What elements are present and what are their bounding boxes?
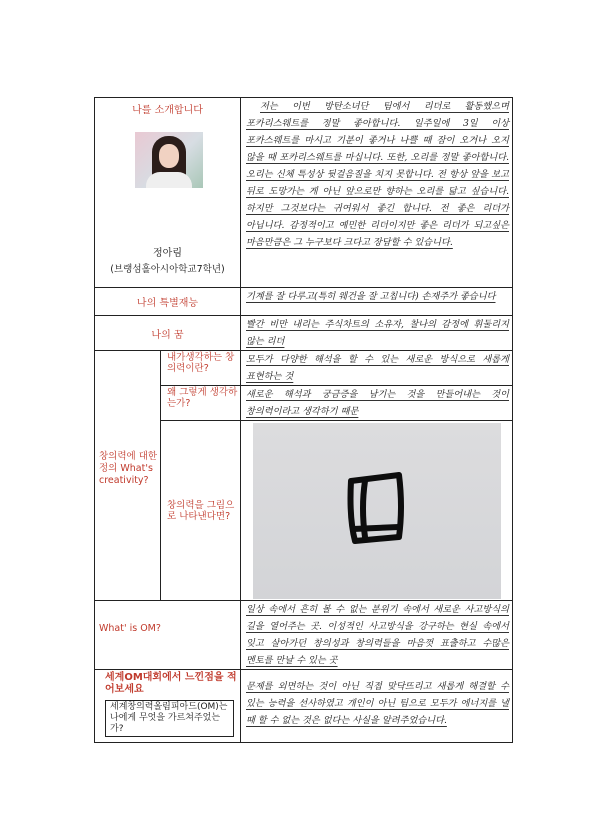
profile-photo [135,132,203,188]
intro-label-cell [95,98,241,288]
creativity-q2-label: 왜 그렇게 생각하는가? [167,387,238,409]
profile-form [94,97,512,734]
feel-row [95,670,513,743]
profile-table [94,97,513,743]
talent-text-cell [241,288,513,316]
feel-label-cell [95,670,241,743]
feel-text-cell [241,670,513,743]
creativity-q1-row [95,351,513,386]
student-name: 정아림 [153,248,182,259]
creativity-q3-label-cell [161,421,241,601]
creativity-label: 창의력에 대한 정의 What's creativity? [99,451,158,486]
intro-text: 저는 이번 방탄소녀단 팀에서 리더로 활동했으며 포카리스웨트를 정말 좋아합니다. 일주일에 3일 이상 포카스웨트를 마시고 기분이 좋거나 나쁠 때 잠이 오거나 오지 않을 때 포카리스웨트를 마십니다. 또한, 오리를 정말 좋아합니다. 오리는 신체 특성상 뒷걸음질을 치지 못합니다. 전 항상 앞을 보고 뒤로 도망가는 게 아닌 앞으로만 향하는 오리를 닮고 싶습니다. 하지만 그것보다는 귀여워서 좋긴 합니다. 전 좋은 리더가 아닙니다. 감정적이고 예민한 리더이지만 좋은 리더가 되고싶은 마음만큼은 그 누구보다 크다고 장담할 수 있습니다. [246,101,509,248]
creativity-drawing-cell [241,421,513,601]
intro-row [95,98,513,288]
dream-row [95,316,513,351]
student-school: (브랭섬홀아시아학교7학년) [110,264,225,275]
talent-label: 나의 특별재능 [95,288,241,316]
talent-row [95,288,513,316]
creativity-q1-text: 모두가 다양한 해석을 할 수 있는 새로운 방식으로 새롭게 표현하는 것 [246,354,509,382]
feel-text: 문제를 외면하는 것이 아닌 직접 맞닥뜨리고 새롭게 해결할 수 있는 능력을 선사하였고 개인이 아닌 팀으로 모두가 에너지를 낼 때 할 수 없는 것은 없다는 사실을 알려주었습니다. [246,681,509,726]
drawing-sketch [253,423,501,599]
dream-text: 빨간 비만 내리는 주식차트의 소유자, 찰나의 감정에 휘둘리지 않는 리더 [246,319,509,347]
talent-text: 기계를 잘 다루고(특히 웨건을 잘 고칩니다) 손재주가 좋습니다 [246,291,496,302]
creativity-q1-label-cell [161,351,241,386]
om-label-cell [95,601,241,670]
dream-label: 나의 꿈 [95,316,241,351]
creativity-label-cell [95,351,161,601]
creativity-q3-label: 창의력을 그림으로 나타낸다면? [167,500,235,522]
om-text-cell [241,601,513,670]
dream-text-cell [241,316,513,351]
creativity-q1-text-cell [241,351,513,386]
feel-subquestion: 세계창의력올림피아드(OM)는 나에게 무엇을 가르쳐주었는가? [105,700,234,737]
om-label: What' is OM? [99,623,161,634]
intro-text-cell [241,98,513,288]
creativity-drawing [253,423,501,599]
intro-label: 나를 소개합니다 [132,105,203,116]
om-row [95,601,513,670]
om-text: 일상 속에서 흔히 볼 수 없는 분위기 속에서 새로운 사고방식의 길을 열어주는 곳. 이성적인 사고방식을 강구하는 현실 속에서 잊고 살아가던 창의성과 창의력들을 마음껏 표출하고 수많은 멘토를 만날 수 있는 곳 [246,604,509,666]
creativity-q1-label: 내가생각하는 창의력이란? [167,352,235,374]
creativity-q2-text-cell [241,386,513,421]
creativity-q2-label-cell [161,386,241,421]
creativity-q2-text: 새로운 해석과 궁금증을 남기는 것을 만들어내는 것이 창의력이라고 생각하기 때문 [246,389,509,417]
feel-label: 세계OM대회에서 느낀점을 적어보세요 [105,672,237,695]
